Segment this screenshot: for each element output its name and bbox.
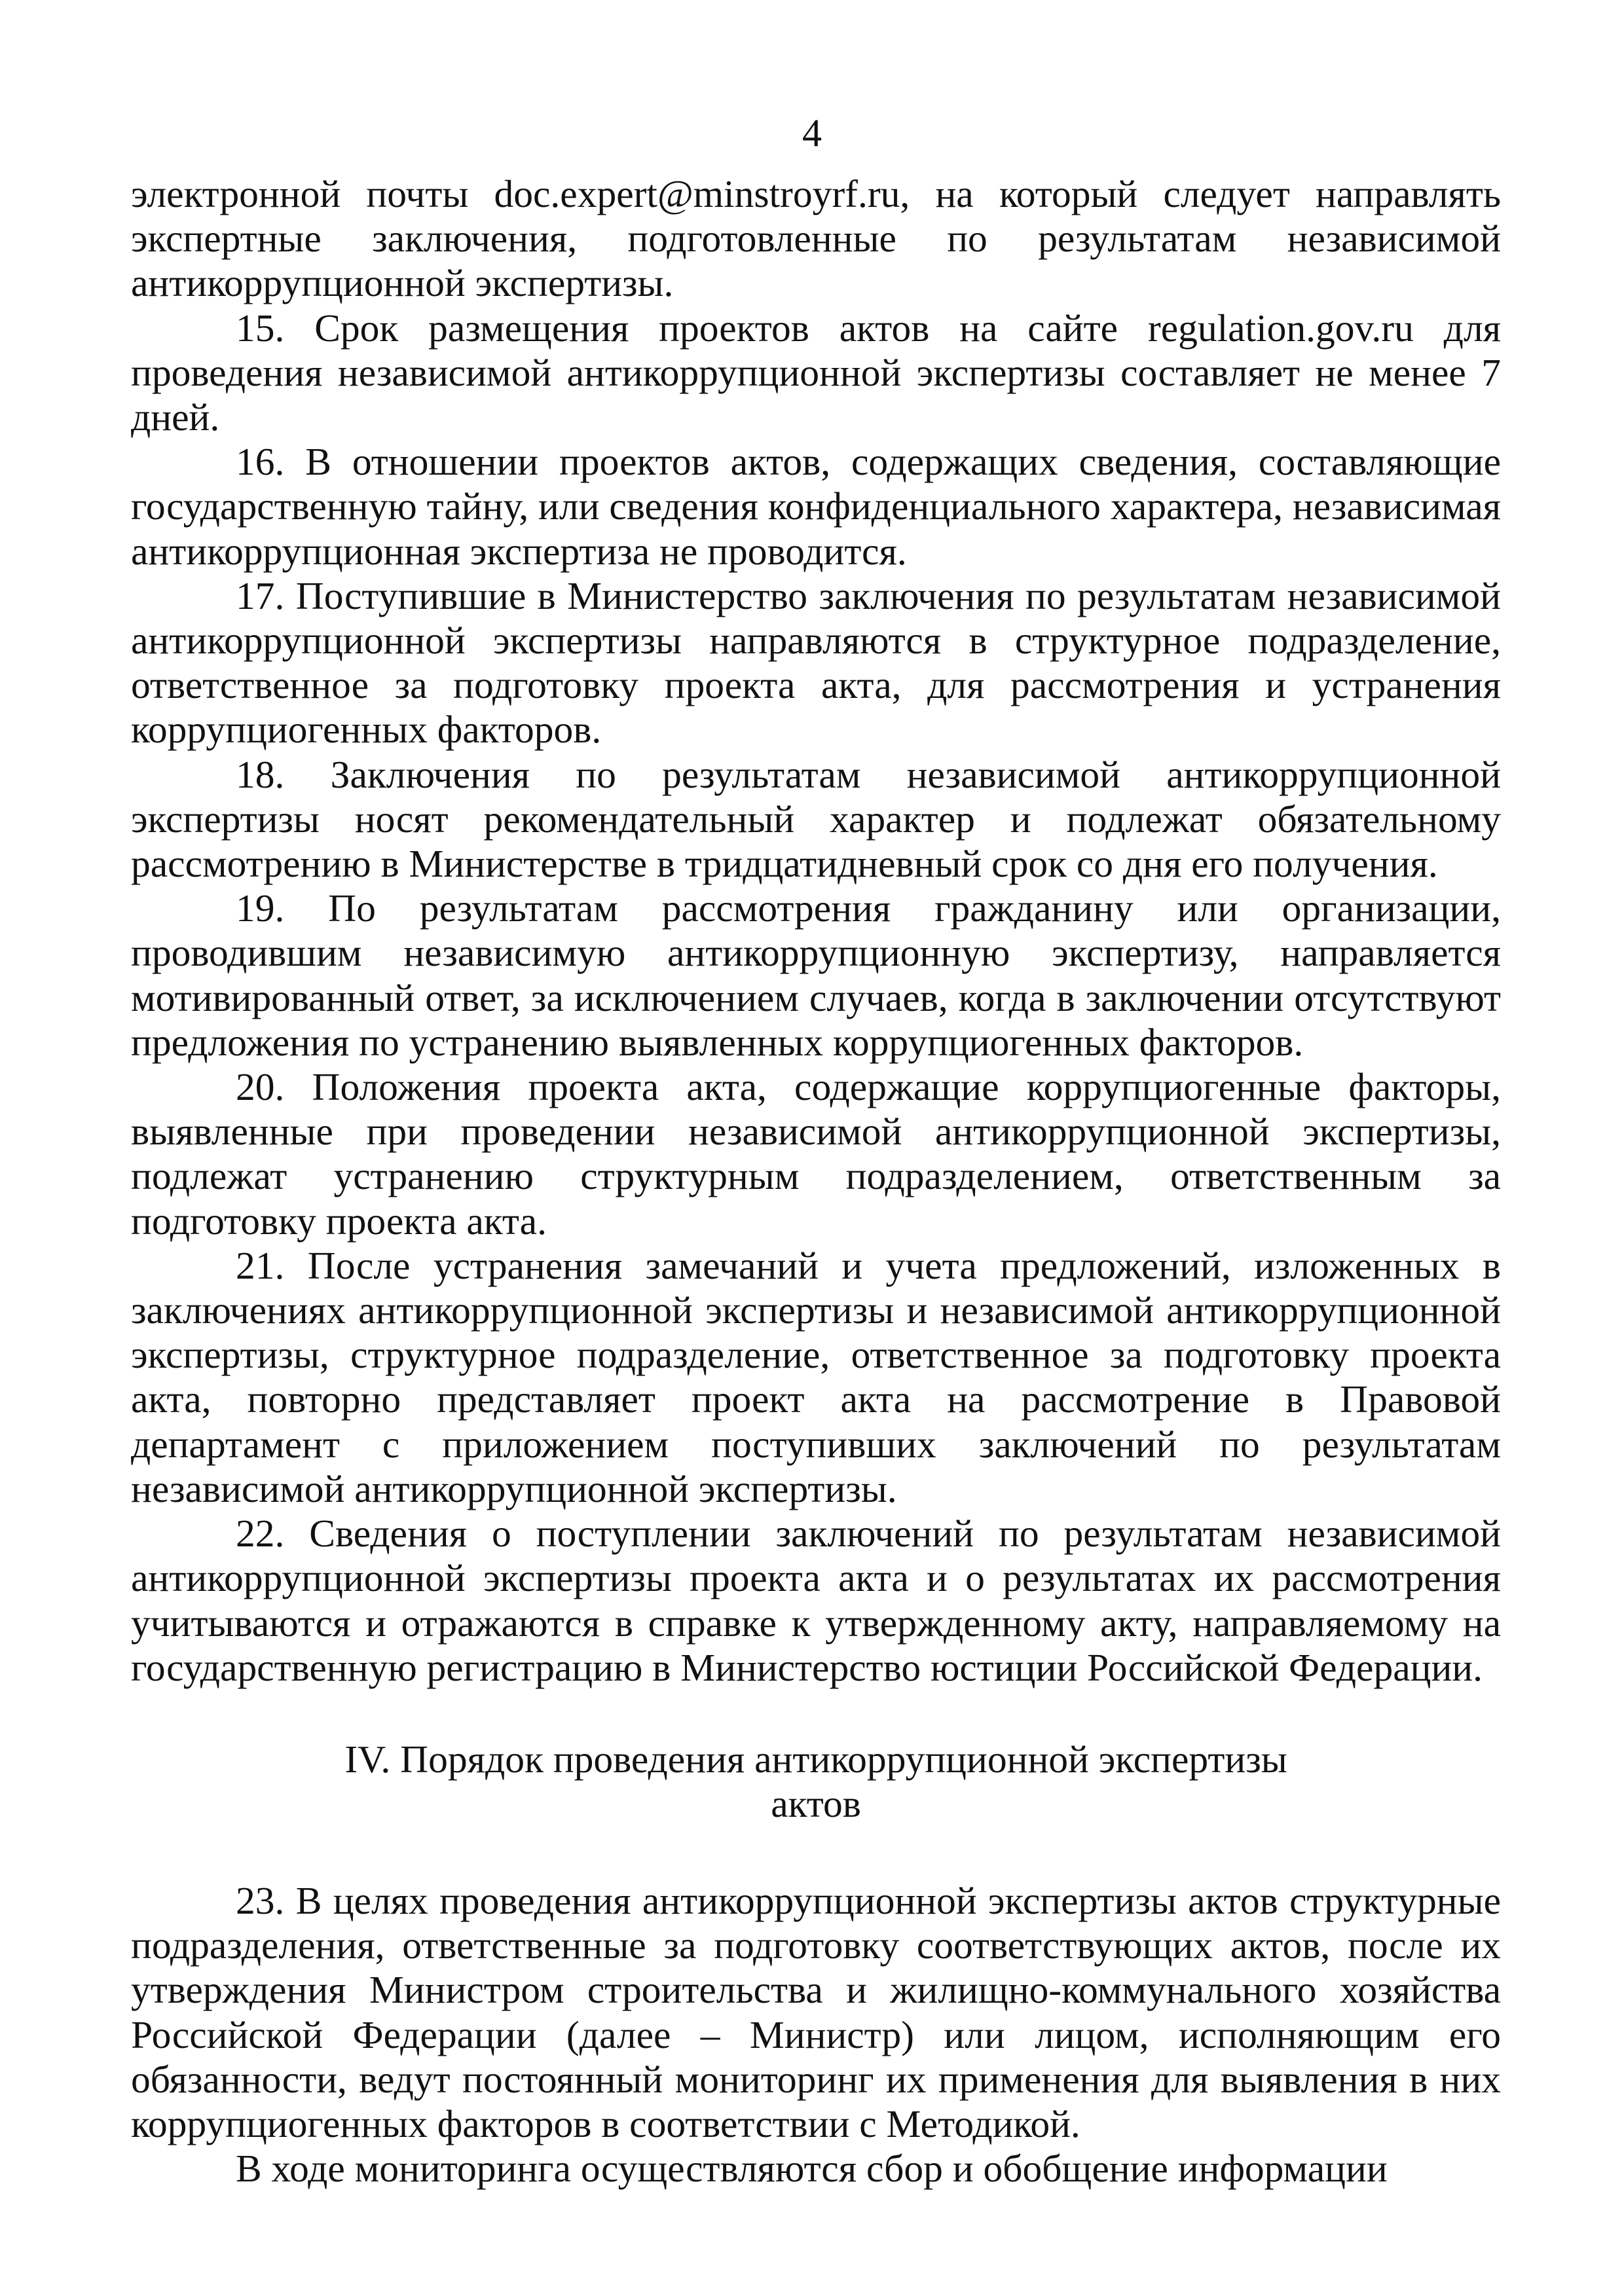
paragraph-p14-cont: электронной почты doc.expert@minstroyrf.ru, на который следует направлять экспертные заключения, подготовленные по результатам независимой антикоррупционной экспертизы.: [131, 172, 1501, 305]
paragraph-p22: 22. Сведения о поступлении заключений по результатам независимой антикоррупционной экспертизы проекта акта и о результатах их рассмотрения учитываются и отражаются в справке к утвержденному акту, направляемому на государственную регистрацию в Министерство юстиции Российской Федерации.: [131, 1512, 1501, 1689]
paragraph-p19: 19. По результатам рассмотрения гражданину или организации, проводившим независимую антикоррупционную экспертизу, направляется мотивированный ответ, за исключением случаев, когда в заключении отсутствуют предложения по устранению выявленных коррупциогенных факторов.: [131, 886, 1501, 1064]
paragraph-p18: 18. Заключения по результатам независимой антикоррупционной экспертизы носят рекомендательный характер и подлежат обязательному рассмотрению в Министерстве в тридцатидневный срок со дня его получения.: [131, 752, 1501, 886]
paragraph-p23: 23. В целях проведения антикоррупционной экспертизы актов структурные подразделения, ответственные за подготовку соответствующих актов, после их утверждения Министром строительства и жилищно-коммунального хозяйства Российской Федерации (далее – Министр) или лицом, исполняющим его обязанности, ведут постоянный мониторинг их применения для выявления в них коррупциогенных факторов в соответствии с Методикой.: [131, 1878, 1501, 2145]
paragraph-p23-cont: В ходе мониторинга осуществляются сбор и обобщение информации: [236, 2147, 1388, 2191]
document-body: [131, 172, 1501, 2191]
section-heading-line-1: IV. Порядок проведения антикоррупционной экспертизы: [344, 1737, 1287, 1781]
paragraphs-after-heading: [131, 1878, 1501, 2191]
section-heading-line-2: актов: [771, 1781, 861, 1825]
paragraph-p16: 16. В отношении проектов актов, содержащих сведения, составляющие государственную тайну, или сведения конфиденциального характера, независимая антикоррупционная экспертиза не проводится.: [131, 440, 1501, 573]
section-heading: [131, 1737, 1501, 1826]
paragraphs-before-heading: [131, 172, 1501, 1690]
paragraph-p20: 20. Положения проекта акта, содержащие коррупциогенные факторы, выявленные при проведении независимой антикоррупционной экспертизы, подлежат устранению структурным подразделением, ответственным за подготовку проекта акта.: [131, 1065, 1501, 1243]
paragraph-p17: 17. Поступившие в Министерство заключения по результатам независимой антикоррупционной экспертизы направляются в структурное подразделение, ответственное за подготовку проекта акта, для рассмотрения и устранения коррупциогенных факторов.: [131, 574, 1501, 752]
paragraph-p21: 21. После устранения замечаний и учета предложений, изложенных в заключениях антикоррупционной экспертизы и независимой антикоррупционной экспертизы, структурное подразделение, ответственное за подготовку проекта акта, повторно представляет проект акта на рассмотрение в Правовой департамент с приложением поступивших заключений по результатам независимой антикоррупционной экспертизы.: [131, 1243, 1501, 1510]
paragraph-p15: 15. Срок размещения проектов актов на сайте regulation.gov.ru для проведения независимой антикоррупционной экспертизы составляет не менее 7 дней.: [131, 306, 1501, 439]
page-number: 4: [802, 111, 822, 155]
